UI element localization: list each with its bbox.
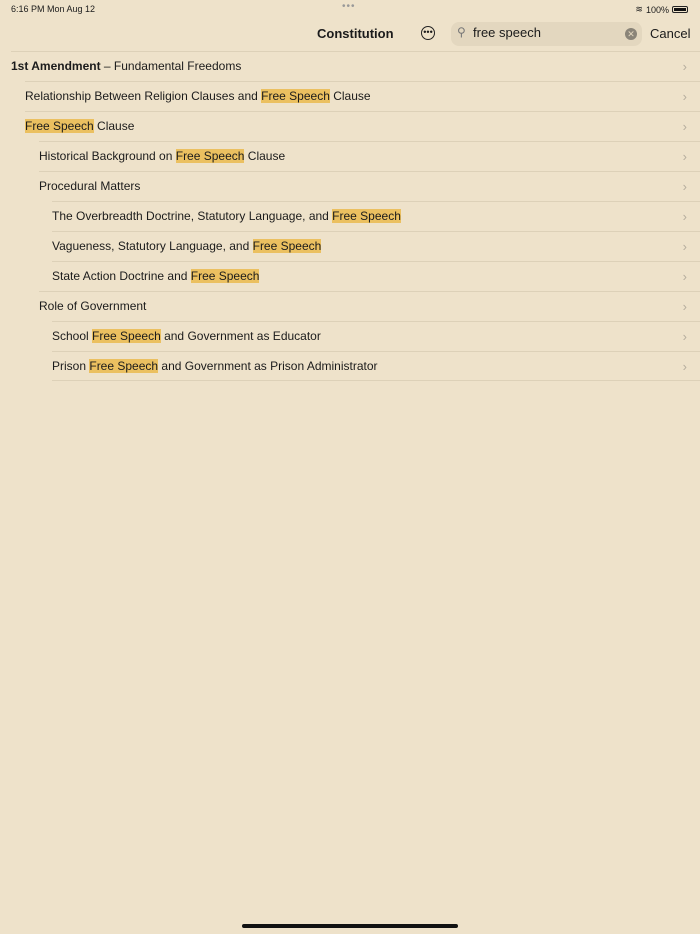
label-part: The Overbreadth Doctrine, Statutory Language, and (52, 209, 333, 223)
chevron-right-icon: › (682, 58, 687, 74)
label-part: Procedural Matters (39, 179, 141, 193)
multitasking-dots-icon[interactable]: ••• (342, 1, 356, 12)
search-highlight: Free Speech (261, 89, 330, 103)
wifi-icon: ≋ (635, 4, 643, 14)
list-item[interactable] (0, 291, 700, 321)
list-item[interactable] (0, 321, 700, 351)
label-part: – Fundamental Freedoms (100, 59, 242, 73)
search-icon: ⚲ (457, 25, 466, 39)
list-item[interactable] (0, 261, 700, 291)
chevron-right-icon: › (682, 298, 687, 314)
list-item-label (25, 89, 371, 103)
list-item[interactable] (0, 171, 700, 201)
list-item[interactable] (0, 81, 700, 111)
label-part: Vagueness, Statutory Language, and (52, 239, 253, 253)
list-item-label (52, 269, 259, 283)
search-highlight: Free Speech (92, 329, 161, 343)
list-item[interactable] (0, 201, 700, 231)
list-item-label (25, 119, 134, 133)
label-part: and Government as Prison Administrator (158, 359, 378, 373)
search-highlight: Free Speech (190, 269, 260, 283)
label-part: Relationship Between Religion Clauses and (25, 89, 262, 103)
list-item[interactable] (0, 351, 700, 381)
list-item[interactable] (0, 51, 700, 81)
label-part: School (52, 329, 93, 343)
home-indicator[interactable] (242, 924, 458, 928)
battery-icon (672, 6, 688, 13)
search-highlight: Free Speech (89, 359, 159, 373)
list-item-label (39, 179, 140, 193)
list-item-label (52, 359, 378, 373)
chevron-right-icon: › (682, 148, 687, 164)
list-item-label (39, 149, 285, 163)
label-part: and Government as Educator (160, 329, 321, 343)
status-bar (0, 0, 700, 18)
chevron-right-icon: › (682, 88, 687, 104)
clear-search-icon[interactable]: ✕ (625, 28, 637, 40)
list-item[interactable] (0, 141, 700, 171)
label-part: State Action Doctrine and (52, 269, 191, 283)
chevron-right-icon: › (682, 118, 687, 134)
label-part: Clause (244, 149, 286, 163)
chevron-right-icon: › (682, 328, 687, 344)
label-part: Clause (93, 119, 135, 133)
label-part: Historical Background on (39, 149, 176, 163)
label-part: 1st Amendment (11, 59, 101, 73)
list-item-label (11, 59, 241, 73)
list-item-label (52, 239, 321, 253)
search-highlight: Free Speech (175, 149, 245, 163)
battery-percent: 100% (645, 4, 669, 15)
results-list (0, 51, 700, 381)
chevron-right-icon: › (682, 208, 687, 224)
label-part: Role of Government (39, 299, 147, 313)
status-time: 6:16 PM Mon Aug 12 (11, 4, 96, 14)
list-item-label (52, 209, 401, 223)
chevron-right-icon: › (682, 358, 687, 374)
list-item-label (39, 299, 146, 313)
label-part: Prison (52, 359, 90, 373)
more-options-icon[interactable]: ••• (421, 26, 435, 40)
search-field[interactable] (451, 22, 642, 46)
chevron-right-icon: › (682, 268, 687, 284)
search-input[interactable] (473, 25, 618, 40)
chevron-right-icon: › (682, 238, 687, 254)
search-highlight: Free Speech (332, 209, 401, 223)
search-highlight: Free Speech (25, 119, 94, 133)
list-item[interactable] (0, 111, 700, 141)
label-part: Clause (329, 89, 371, 103)
list-item-label (52, 329, 321, 343)
cancel-button[interactable]: Cancel (650, 26, 691, 41)
chevron-right-icon: › (682, 178, 687, 194)
list-item[interactable] (0, 231, 700, 261)
page-title: Constitution (317, 26, 394, 41)
search-highlight: Free Speech (252, 239, 322, 253)
